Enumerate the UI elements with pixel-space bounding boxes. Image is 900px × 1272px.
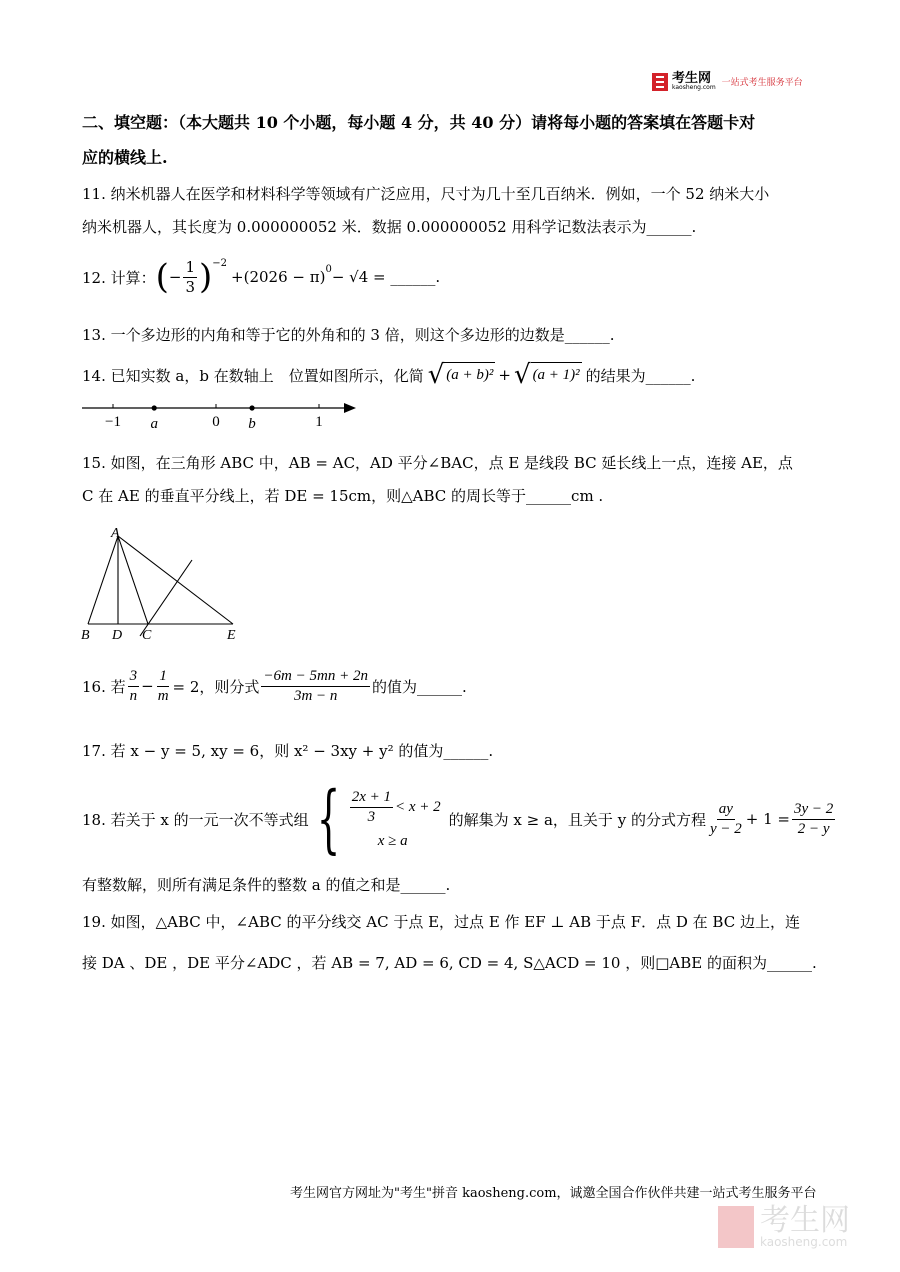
q18-line2: 有整数解，则所有满足条件的整数 a 的值之和是______. [82, 876, 451, 894]
q12: 12. 计算： ( − $\frac{1}{3}$ ) $^{-2}$ +(2026 − π) $^0$ − √4 = ______. [82, 257, 441, 298]
label-d: D [112, 628, 123, 643]
triangle-figure [78, 524, 258, 646]
q13: 13. 一个多边形的内角和等于它的外角和的 3 倍，则这个多边形的边数是______. [82, 326, 615, 344]
q18-sys-rhs: < x + 2 [395, 799, 441, 815]
logo-mark-icon [652, 73, 668, 91]
q16-fraction2: $\frac{1}{m}$ [157, 668, 169, 704]
perpendicular-bisector [140, 560, 192, 636]
q16-mid: = 2，则分式 [172, 677, 260, 696]
section-heading-line1: 二、填空题：（本大题共 10 个小题，每小题 4 分，共 40 分）请将每小题的答案填在答题卡对 [82, 113, 756, 132]
footer-text: 考生网官方网址为"考生"拼音 kaosheng.com，诚邀全国合作伙伴共建一站式考生服务平台 [290, 1186, 817, 1201]
label-e: E [227, 628, 236, 643]
q17: 17. 若 x − y = 5, xy = 6，则 x² − 3xy + y² 的值为______. [82, 742, 494, 760]
q12-exponent0: 0 [325, 264, 332, 275]
number-line-point [249, 405, 254, 410]
q16-fraction3: $\frac{-6m - 5mn + 2n}{3m - n}$ [263, 668, 368, 704]
watermark [718, 1203, 850, 1249]
q18-sys-line2: x ≥ a [377, 832, 408, 849]
number-line-label: a [150, 416, 158, 432]
section-heading-line2: 应的横线上. [82, 148, 168, 167]
label-a: A [111, 526, 120, 541]
q12-exponent: −2 [212, 258, 228, 269]
q18-system [348, 788, 441, 850]
q14-text2: 的结果为______. [585, 366, 696, 385]
q19-line1: 19. 如图，△ABC 中，∠ABC 的平分线交 AC 于点 E，过点 E 作 EF ⊥ AB 于点 F．点 D 在 BC 边上，连 [82, 913, 800, 931]
q11-line2: 纳米机器人，其长度为 0.000000052 米．数据 0.000000052 用科学记数法表示为______. [82, 218, 697, 236]
watermark-brand: 考生网 [760, 1203, 850, 1238]
logo-slogan: 一站式考生服务平台 [721, 78, 803, 88]
logo-domain: kaosheng.com [672, 84, 716, 91]
q16 [82, 667, 467, 706]
q18-fraction-left: $\frac{ay}{y - 2}$ [709, 800, 742, 837]
number-line-label: −1 [105, 414, 121, 430]
number-line-label: b [248, 416, 256, 432]
q18-prefix: 18. 若关于 x 的一元一次不等式组 [82, 810, 309, 829]
segment-ab [88, 536, 118, 624]
logo-name: 考生网 [672, 71, 712, 86]
q14 [82, 362, 695, 388]
q18-brace: { [316, 776, 340, 862]
segment-ae [118, 536, 233, 624]
q12-prefix: 12. 计算： [82, 268, 156, 287]
q18-fraction-right: $\frac{3y - 2}{2 - y}$ [793, 800, 834, 837]
q14-text1: 14. 已知实数 a，b 在数轴上 位置如图所示，化简 [82, 366, 424, 385]
q15-line1: 15. 如图，在三角形 ABC 中，AB = AC，AD 平分∠BAC，点 E 是线段 BC 延长线上一点，连接 AE，点 [82, 454, 793, 472]
q12-tail: − √4 = ______. [331, 268, 441, 287]
q18-plus1: + 1 = [745, 810, 790, 828]
number-line-arrow-icon [344, 403, 356, 413]
watermark-domain: kaosheng.com [760, 1235, 848, 1249]
header-logo [652, 72, 803, 91]
q18 [82, 776, 837, 862]
q14-radical2: √ (a + 1)² [513, 360, 580, 390]
label-b: B [81, 628, 90, 643]
number-line-point [152, 405, 157, 410]
q18-sys-fraction: $\frac{2x + 1}{3}$ [351, 789, 391, 825]
q16-prefix: 16. 若 [82, 677, 126, 696]
q18-mid: 的解集为 x ≥ a，且关于 y 的分式方程 [448, 810, 706, 829]
q12-fraction: $\frac{1}{3}$ [185, 258, 196, 296]
watermark-mark-icon [718, 1206, 754, 1248]
number-line-label: 0 [212, 414, 220, 430]
number-line-label: 1 [315, 414, 323, 430]
q14-plus: + [498, 366, 511, 384]
q14-radical1: √ (a + b)² [427, 360, 494, 390]
q16-minus: − [141, 677, 154, 696]
label-c: C [142, 628, 152, 643]
q15-line2: C 在 AE 的垂直平分线上，若 DE = 15cm，则△ABC 的周长等于______cm . [82, 487, 604, 505]
q16-tail: 的值为______. [371, 677, 467, 696]
q19-line2: 接 DA 、DE ，DE 平分∠ADC ，若 AB = 7, AD = 6, CD = 4, S△ACD = 10 ，则□ABE 的面积为______. [82, 954, 817, 972]
segment-ac [118, 536, 148, 624]
q16-fraction1: $\frac{3}{n}$ [129, 668, 138, 704]
q11-line1: 11. 纳米机器人在医学和材料科学等领域有广泛应用，尺寸为几十至几百纳米．例如，一个 52 纳米大小 [82, 185, 770, 203]
q12-mid: +(2026 − π) [231, 268, 326, 287]
number-line [78, 398, 368, 434]
